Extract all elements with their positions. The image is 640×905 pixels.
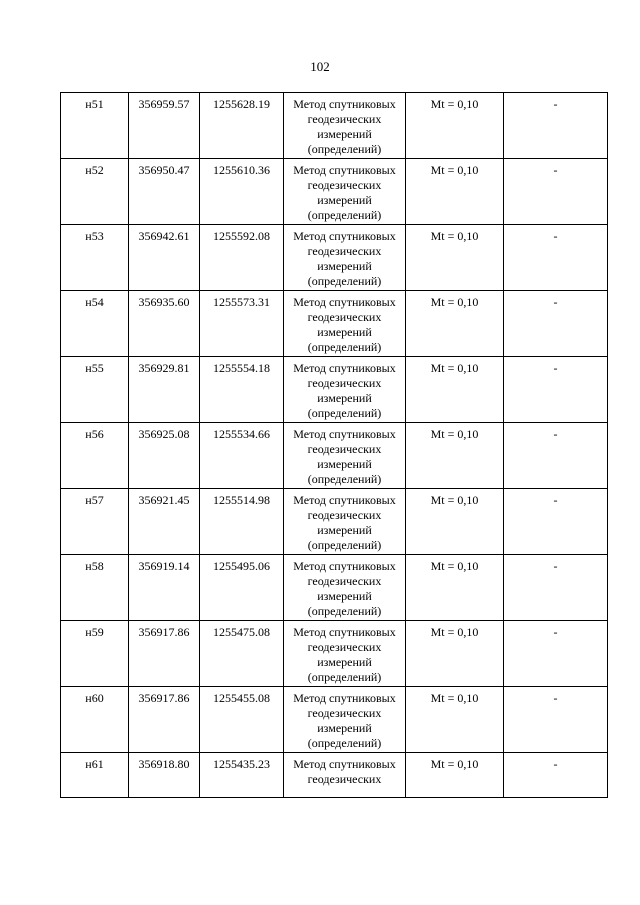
accuracy-cell (406, 753, 504, 798)
point-cell-text: н61 (85, 757, 104, 771)
note-cell-text: - (553, 163, 558, 177)
note-cell-text: - (553, 691, 558, 705)
method-cell (284, 555, 406, 621)
x-coordinate-cell-text: 356918.80 (138, 757, 190, 771)
x-coordinate-cell (129, 489, 200, 555)
y-coordinate-cell (200, 621, 284, 687)
note-cell (504, 423, 608, 489)
note-cell (504, 687, 608, 753)
method-cell (284, 93, 406, 159)
method-cell (284, 357, 406, 423)
y-coordinate-cell-text: 1255495.06 (213, 559, 270, 573)
x-coordinate-cell-text: 356921.45 (138, 493, 190, 507)
method-cell (284, 621, 406, 687)
method-cell-text: Метод спутниковых геодезических измерений (определений) (293, 97, 396, 156)
accuracy-cell (406, 291, 504, 357)
method-cell-text: Метод спутниковых геодезических измерений (определений) (293, 691, 396, 750)
note-cell (504, 621, 608, 687)
accuracy-cell-text: Mt = 0,10 (430, 163, 479, 177)
y-coordinate-cell (200, 225, 284, 291)
point-cell-text: н59 (85, 625, 104, 639)
point-cell (61, 753, 129, 798)
x-coordinate-cell-text: 356950.47 (138, 163, 190, 177)
method-cell-text: Метод спутниковых геодезических измерений (определений) (293, 625, 396, 684)
x-coordinate-cell (129, 423, 200, 489)
page-number: 102 (310, 59, 330, 74)
y-coordinate-cell (200, 291, 284, 357)
method-cell-text: Метод спутниковых геодезических измерений (определений) (293, 295, 396, 354)
table-row (61, 225, 608, 291)
y-coordinate-cell (200, 489, 284, 555)
point-cell (61, 225, 129, 291)
accuracy-cell-text: Mt = 0,10 (430, 757, 479, 771)
method-cell (284, 753, 406, 798)
accuracy-cell-text: Mt = 0,10 (430, 295, 479, 309)
method-cell-text: Метод спутниковых геодезических измерений (определений) (293, 427, 396, 486)
method-cell-text: Метод спутниковых геодезических измерений (определений) (293, 493, 396, 552)
x-coordinate-cell (129, 357, 200, 423)
point-cell (61, 159, 129, 225)
table-row (61, 357, 608, 423)
point-cell-text: н57 (85, 493, 104, 507)
point-cell (61, 489, 129, 555)
point-cell-text: н54 (85, 295, 104, 309)
accuracy-cell-text: Mt = 0,10 (430, 559, 479, 573)
x-coordinate-cell-text: 356917.86 (138, 691, 190, 705)
point-cell-text: н56 (85, 427, 104, 441)
y-coordinate-cell-text: 1255554.18 (213, 361, 270, 375)
point-cell-text: н52 (85, 163, 104, 177)
note-cell (504, 159, 608, 225)
y-coordinate-cell-text: 1255628.19 (213, 97, 270, 111)
point-cell (61, 555, 129, 621)
y-coordinate-cell (200, 555, 284, 621)
x-coordinate-cell (129, 687, 200, 753)
note-cell (504, 291, 608, 357)
point-cell (61, 357, 129, 423)
point-cell-text: н51 (85, 97, 104, 111)
method-cell (284, 423, 406, 489)
x-coordinate-cell-text: 356925.08 (138, 427, 190, 441)
method-cell (284, 291, 406, 357)
point-cell-text: н58 (85, 559, 104, 573)
x-coordinate-cell-text: 356919.14 (138, 559, 190, 573)
accuracy-cell-text: Mt = 0,10 (430, 97, 479, 111)
note-cell (504, 753, 608, 798)
note-cell (504, 489, 608, 555)
note-cell (504, 225, 608, 291)
accuracy-cell-text: Mt = 0,10 (430, 691, 479, 705)
accuracy-cell (406, 687, 504, 753)
y-coordinate-cell (200, 423, 284, 489)
y-coordinate-cell-text: 1255573.31 (213, 295, 270, 309)
table-row (61, 555, 608, 621)
accuracy-cell (406, 159, 504, 225)
x-coordinate-cell-text: 356959.57 (138, 97, 190, 111)
accuracy-cell (406, 357, 504, 423)
note-cell-text: - (553, 295, 558, 309)
note-cell-text: - (553, 97, 558, 111)
accuracy-cell (406, 555, 504, 621)
method-cell (284, 489, 406, 555)
note-cell-text: - (553, 559, 558, 573)
y-coordinate-cell-text: 1255610.36 (213, 163, 270, 177)
note-cell-text: - (553, 757, 558, 771)
note-cell-text: - (553, 625, 558, 639)
note-cell-text: - (553, 427, 558, 441)
x-coordinate-cell (129, 291, 200, 357)
accuracy-cell (406, 621, 504, 687)
y-coordinate-cell (200, 93, 284, 159)
note-cell (504, 93, 608, 159)
x-coordinate-cell (129, 93, 200, 159)
note-cell (504, 555, 608, 621)
accuracy-cell (406, 93, 504, 159)
table-row (61, 621, 608, 687)
x-coordinate-cell (129, 621, 200, 687)
x-coordinate-cell-text: 356917.86 (138, 625, 190, 639)
note-cell-text: - (553, 361, 558, 375)
note-cell-text: - (553, 229, 558, 243)
method-cell (284, 159, 406, 225)
x-coordinate-cell-text: 356935.60 (138, 295, 190, 309)
x-coordinate-cell-text: 356929.81 (138, 361, 190, 375)
point-cell-text: н60 (85, 691, 104, 705)
method-cell-text: Метод спутниковых геодезических измерений (определений) (293, 163, 396, 222)
table-row (61, 291, 608, 357)
y-coordinate-cell-text: 1255534.66 (213, 427, 270, 441)
y-coordinate-cell-text: 1255455.08 (213, 691, 270, 705)
method-cell (284, 687, 406, 753)
table-row (61, 159, 608, 225)
coordinates-table (60, 92, 608, 798)
note-cell-text: - (553, 493, 558, 507)
point-cell (61, 291, 129, 357)
y-coordinate-cell (200, 159, 284, 225)
table-row (61, 753, 608, 798)
y-coordinate-cell (200, 687, 284, 753)
method-cell-text: Метод спутниковых геодезических измерений (определений) (293, 361, 396, 420)
note-cell (504, 357, 608, 423)
point-cell (61, 621, 129, 687)
point-cell (61, 423, 129, 489)
accuracy-cell (406, 423, 504, 489)
y-coordinate-cell-text: 1255514.98 (213, 493, 270, 507)
point-cell-text: н53 (85, 229, 104, 243)
y-coordinate-cell-text: 1255592.08 (213, 229, 270, 243)
accuracy-cell-text: Mt = 0,10 (430, 427, 479, 441)
accuracy-cell-text: Mt = 0,10 (430, 229, 479, 243)
x-coordinate-cell-text: 356942.61 (138, 229, 190, 243)
table-row (61, 93, 608, 159)
x-coordinate-cell (129, 159, 200, 225)
point-cell-text: н55 (85, 361, 104, 375)
method-cell (284, 225, 406, 291)
accuracy-cell-text: Mt = 0,10 (430, 625, 479, 639)
x-coordinate-cell (129, 555, 200, 621)
point-cell (61, 687, 129, 753)
accuracy-cell (406, 489, 504, 555)
y-coordinate-cell-text: 1255435.23 (213, 757, 270, 771)
x-coordinate-cell (129, 753, 200, 798)
accuracy-cell-text: Mt = 0,10 (430, 361, 479, 375)
method-cell-text: Метод спутниковых геодезических измерений (определений) (293, 559, 396, 618)
table-row (61, 489, 608, 555)
method-cell-text: Метод спутниковых геодезических измерений (определений) (293, 229, 396, 288)
table-row (61, 687, 608, 753)
accuracy-cell-text: Mt = 0,10 (430, 493, 479, 507)
coordinates-table-body (61, 93, 608, 798)
accuracy-cell (406, 225, 504, 291)
y-coordinate-cell-text: 1255475.08 (213, 625, 270, 639)
y-coordinate-cell (200, 357, 284, 423)
y-coordinate-cell (200, 753, 284, 798)
x-coordinate-cell (129, 225, 200, 291)
point-cell (61, 93, 129, 159)
table-row (61, 423, 608, 489)
method-cell-text: Метод спутниковых геодезических (293, 757, 396, 786)
